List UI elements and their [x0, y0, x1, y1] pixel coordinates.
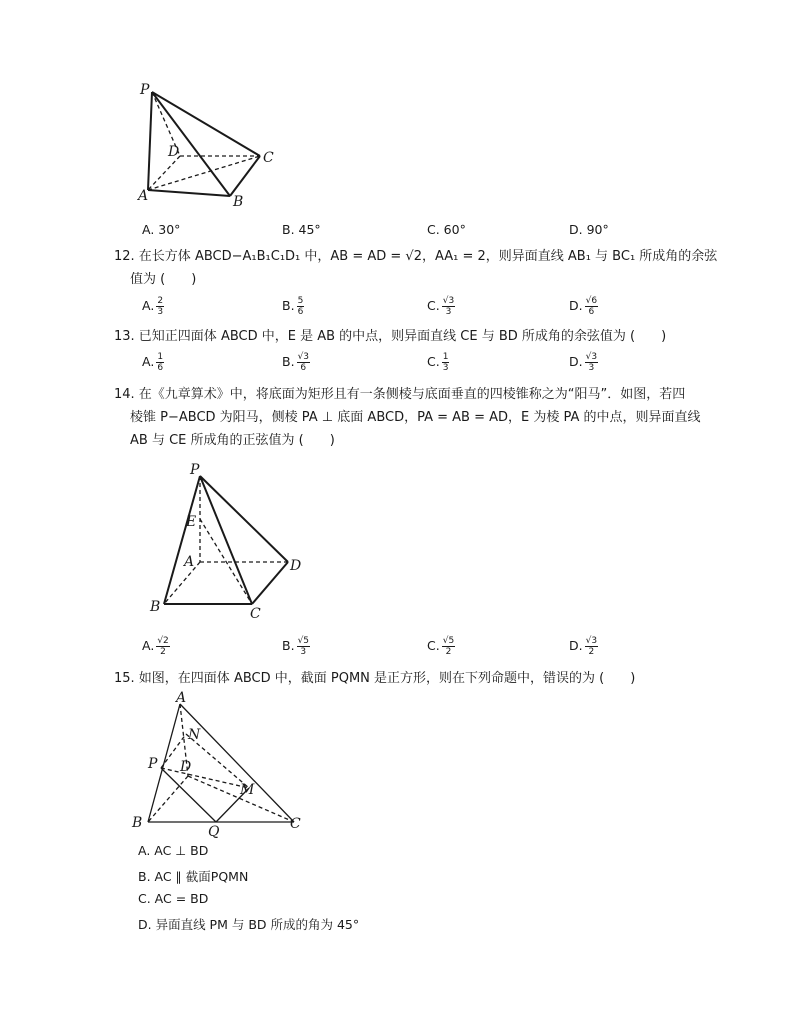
label-A: A: [184, 554, 195, 570]
q13-line-1: 13. 已知正四面体 ABCD 中，E 是 AB 的中点，则异面直线 CE 与 BD 所成角的余弦值为 ( ): [114, 329, 667, 344]
q14-option-a[interactable]: [142, 636, 170, 657]
label-P: P: [148, 756, 158, 772]
fraction: $\frac{2}{3}$: [157, 296, 164, 317]
option-letter: A.: [142, 638, 155, 653]
q11-option-c[interactable]: C. 60°: [427, 222, 466, 237]
label-C: C: [263, 150, 274, 166]
fraction: $\frac{√5}{2}$: [442, 636, 455, 657]
label-D: D: [168, 144, 180, 160]
option-letter: B.: [282, 298, 295, 313]
fraction: $\frac{√3}{6}$: [297, 352, 310, 373]
fraction: $\frac{√3}{3}$: [585, 352, 598, 373]
label-C: C: [290, 816, 301, 832]
option-letter: B.: [282, 354, 295, 369]
label-B: B: [150, 599, 161, 615]
q14-option-d[interactable]: [569, 636, 598, 657]
q14-line-3: AB 与 CE 所成角的正弦值为 ( ): [130, 433, 335, 448]
label-B: B: [233, 194, 244, 210]
option-letter: D.: [569, 298, 583, 313]
q14-line-1: 14. 在《九章算术》中，将底面为矩形且有一条侧棱与底面垂直的四棱锥称之为“阳马”．如图，若四: [114, 387, 686, 402]
q14-option-c[interactable]: [427, 636, 455, 657]
fraction: $\frac{5}{6}$: [297, 296, 304, 317]
figure-yangma-q14: [140, 458, 320, 628]
option-letter: D.: [569, 638, 583, 653]
fraction: $\frac{√2}{2}$: [157, 636, 169, 657]
q15-option-b[interactable]: B. AC ∥ 截面PQMN: [138, 869, 249, 884]
fraction: $\frac{√5}{3}$: [297, 636, 310, 657]
option-letter: C.: [427, 638, 440, 653]
q12-option-a[interactable]: [142, 296, 164, 317]
q12-line-2: 值为 ( ): [130, 272, 197, 287]
q13-option-c[interactable]: [427, 352, 449, 373]
q12-line-1: 12. 在长方体 ABCD−A₁B₁C₁D₁ 中，AB = AD = √2，AA₁ = 2，则异面直线 AB₁ 与 BC₁ 所成角的余弦: [114, 249, 718, 264]
q11-option-b[interactable]: B. 45°: [282, 222, 321, 237]
q15-option-c[interactable]: C. AC = BD: [138, 891, 209, 906]
fraction: $\frac{√3}{3}$: [442, 296, 455, 317]
label-P: P: [190, 462, 200, 478]
figure-tetrahedron-q15: [128, 690, 313, 840]
q15-option-d[interactable]: D. 异面直线 PM 与 BD 所成的角为 45°: [138, 917, 360, 932]
label-D: D: [290, 558, 302, 574]
fraction: $\frac{√6}{6}$: [585, 296, 598, 317]
option-letter: A.: [142, 354, 155, 369]
q11-option-d[interactable]: D. 90°: [569, 222, 609, 237]
label-M: M: [240, 782, 255, 798]
label-E: E: [186, 514, 197, 530]
label-P: P: [140, 82, 150, 98]
q13-option-b[interactable]: [282, 352, 310, 373]
label-A: A: [176, 690, 187, 706]
option-letter: D.: [569, 354, 583, 369]
q13-option-a[interactable]: [142, 352, 164, 373]
q12-option-b[interactable]: [282, 296, 304, 317]
label-D: D: [180, 759, 192, 775]
fraction: $\frac{1}{6}$: [157, 352, 164, 373]
q15-line-1: 15. 如图，在四面体 ABCD 中，截面 PQMN 是正方形，则在下列命题中，错误的为 ( ): [114, 671, 636, 686]
label-A: A: [138, 188, 149, 204]
figure-pyramid-q11: [130, 78, 290, 213]
label-B: B: [132, 815, 143, 831]
q11-option-a[interactable]: A. 30°: [142, 222, 181, 237]
q14-option-b[interactable]: [282, 636, 310, 657]
fraction: $\frac{√3}{2}$: [585, 636, 598, 657]
option-letter: C.: [427, 354, 440, 369]
q12-option-d[interactable]: [569, 296, 598, 317]
q12-option-c[interactable]: [427, 296, 455, 317]
q14-line-2: 棱锥 P−ABCD 为阳马，侧棱 PA ⊥ 底面 ABCD，PA = AB = AD，E 为棱 PA 的中点，则异面直线: [130, 410, 701, 425]
label-C: C: [250, 606, 261, 622]
label-N: N: [188, 727, 201, 743]
option-letter: B.: [282, 638, 295, 653]
option-letter: A.: [142, 298, 155, 313]
label-Q: Q: [208, 824, 220, 840]
q15-option-a[interactable]: A. AC ⊥ BD: [138, 843, 209, 858]
option-letter: C.: [427, 298, 440, 313]
fraction: $\frac{1}{3}$: [442, 352, 449, 373]
q13-option-d[interactable]: [569, 352, 598, 373]
